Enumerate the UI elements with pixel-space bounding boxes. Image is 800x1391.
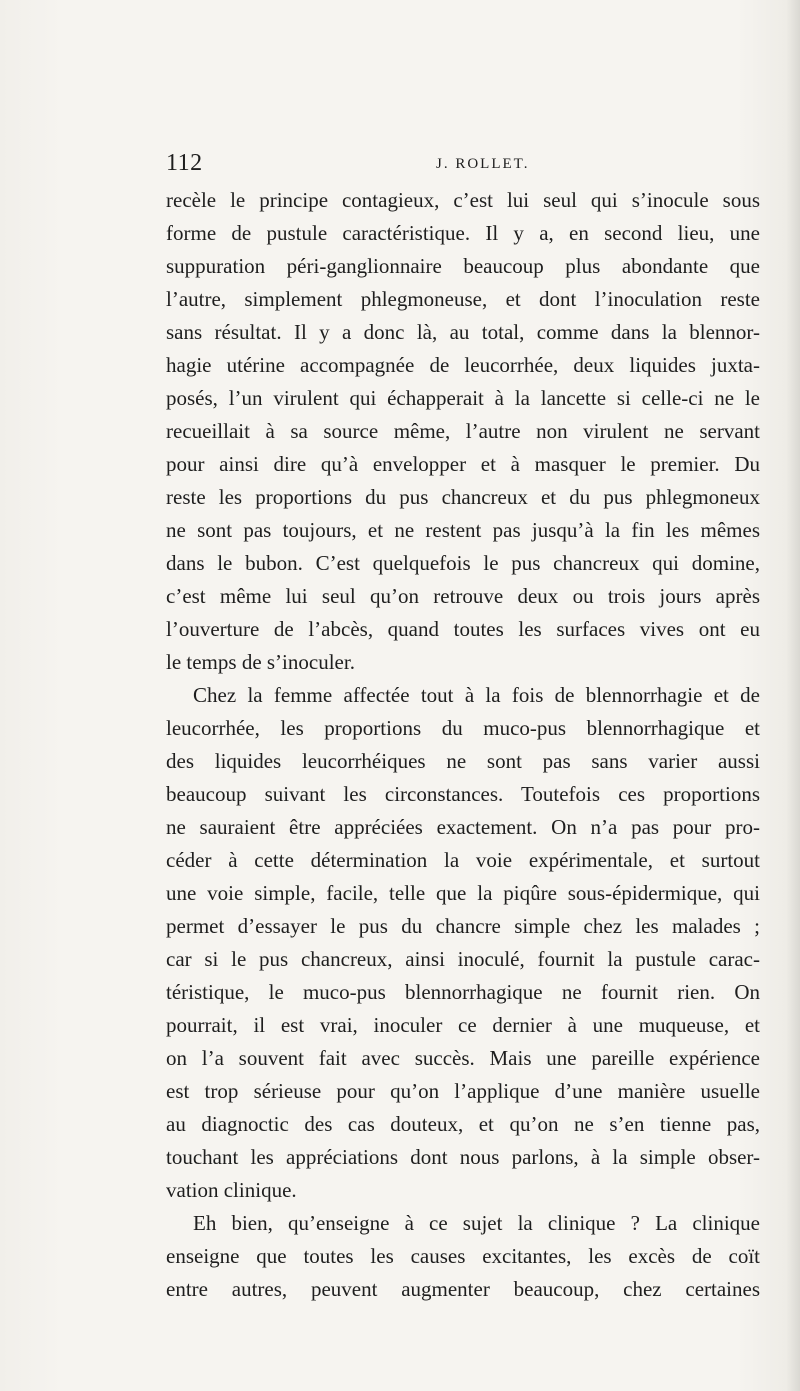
- text-line: hagie utérine accompagnée de leucorrhée, deux liquides juxta-: [166, 353, 760, 377]
- text-line: leucorrhée, les proportions du muco-pus blennorrhagique et: [166, 716, 760, 740]
- text-line: une voie simple, facile, telle que la piqûre sous-épidermique, qui: [166, 881, 760, 905]
- running-head: [166, 150, 760, 180]
- text-line: touchant les appréciations dont nous parlons, à la simple obser-: [166, 1145, 760, 1169]
- text-line: l’ouverture de l’abcès, quand toutes les surfaces vives ont eu: [166, 617, 760, 641]
- paragraph-first-line: Chez la femme affectée tout à la fois de blennorrhagie et de: [193, 683, 760, 707]
- text-line: reste les proportions du pus chancreux et du pus phlegmoneux: [166, 485, 760, 509]
- text-line: recèle le principe contagieux, c’est lui seul qui s’inocule sous: [166, 188, 760, 212]
- text-line: permet d’essayer le pus du chancre simple chez les malades ;: [166, 914, 760, 938]
- text-line: posés, l’un virulent qui échapperait à la lancette si celle-ci ne le: [166, 386, 760, 410]
- text-line: ne sont pas toujours, et ne restent pas jusqu’à la fin les mêmes: [166, 518, 760, 542]
- text-line: car si le pus chancreux, ainsi inoculé, fournit la pustule carac-: [166, 947, 760, 971]
- text-line: des liquides leucorrhéiques ne sont pas sans varier aussi: [166, 749, 760, 773]
- text-line: ne sauraient être appréciées exactement. On n’a pas pour pro-: [166, 815, 760, 839]
- text-line: sans résultat. Il y a donc là, au total, comme dans la blennor-: [166, 320, 760, 344]
- text-line: pour ainsi dire qu’à envelopper et à masquer le premier. Du: [166, 452, 760, 476]
- text-line: c’est même lui seul qu’on retrouve deux ou trois jours après: [166, 584, 760, 608]
- text-line: téristique, le muco-pus blennorrhagique ne fournit rien. On: [166, 980, 760, 1004]
- text-line: céder à cette détermination la voie expérimentale, et surtout: [166, 848, 760, 872]
- page-number: 112: [166, 150, 203, 176]
- text-line: le temps de s’inoculer.: [166, 650, 355, 674]
- text-line: recueillait à sa source même, l’autre non virulent ne servant: [166, 419, 760, 443]
- text-line: l’autre, simplement phlegmoneuse, et dont l’inoculation reste: [166, 287, 760, 311]
- text-line: enseigne que toutes les causes excitantes, les excès de coït: [166, 1244, 760, 1268]
- text-line: au diagnoctic des cas douteux, et qu’on ne s’en tienne pas,: [166, 1112, 760, 1136]
- text-line: on l’a souvent fait avec succès. Mais une pareille expérience: [166, 1046, 760, 1070]
- body-text: [166, 184, 760, 1306]
- text-line: vation clinique.: [166, 1178, 297, 1202]
- paragraph-first-line: Eh bien, qu’enseigne à ce sujet la clinique ? La clinique: [193, 1211, 760, 1235]
- text-line: beaucoup suivant les circonstances. Toutefois ces proportions: [166, 782, 760, 806]
- text-line: dans le bubon. C’est quelquefois le pus chancreux qui domine,: [166, 551, 760, 575]
- text-line: forme de pustule caractéristique. Il y a, en second lieu, une: [166, 221, 760, 245]
- text-line: entre autres, peuvent augmenter beaucoup, chez certaines: [166, 1277, 760, 1301]
- text-line: pourrait, il est vrai, inoculer ce dernier à une muqueuse, et: [166, 1013, 760, 1037]
- running-head-author: J. ROLLET.: [436, 156, 530, 172]
- text-line: suppuration péri-ganglionnaire beaucoup plus abondante que: [166, 254, 760, 278]
- page-edge-shadow: [786, 0, 800, 1391]
- text-line: est trop sérieuse pour qu’on l’applique d’une manière usuelle: [166, 1079, 760, 1103]
